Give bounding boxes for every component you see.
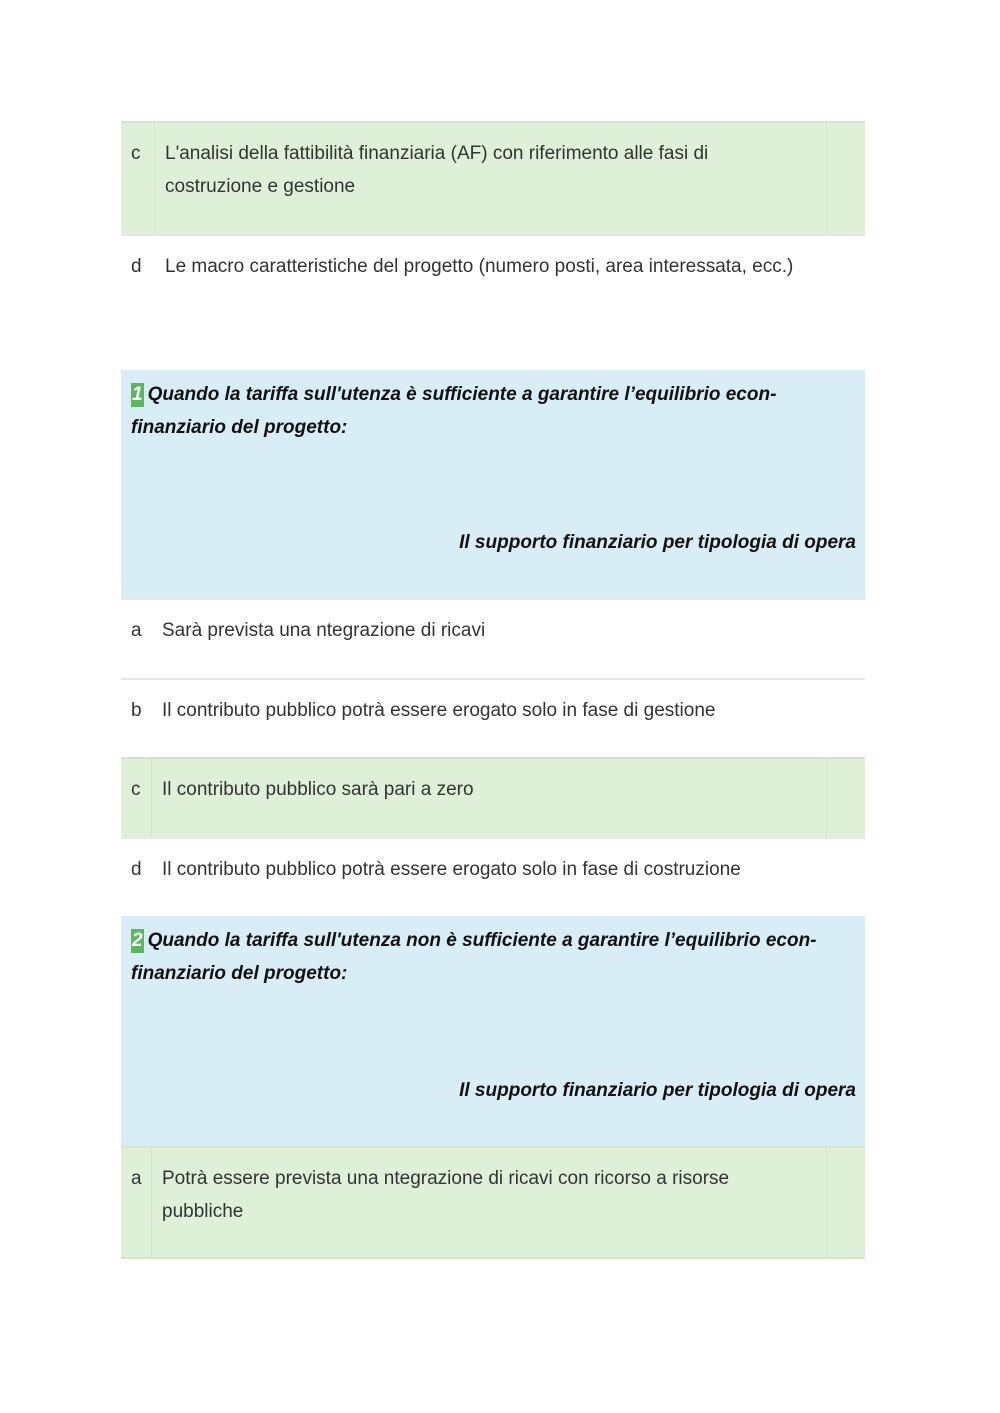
answer-letter: b xyxy=(131,700,142,721)
answer-text: Il contributo pubblico potrà essere erogato solo in fase di costruzione xyxy=(162,859,741,880)
answer-text: Potrà essere prevista una ntegrazione di ricavi con ricorso a risorse pubbliche xyxy=(162,1168,730,1222)
question-label: Quando la tariffa sull'utenza non è sufficiente a garantire l’equilibrio econ-finanziario del progetto: xyxy=(131,930,817,984)
answer-letter: a xyxy=(131,620,142,641)
answer-row xyxy=(121,598,865,678)
question-number-badge: 1 xyxy=(132,384,143,405)
answer-text: Il contributo pubblico potrà essere erogato solo in fase di gestione xyxy=(162,700,716,721)
answer-row xyxy=(121,678,865,757)
answer-letter: d xyxy=(131,256,142,277)
answer-row-correct xyxy=(121,121,865,234)
question-text xyxy=(131,378,831,444)
answer-letter: c xyxy=(131,143,141,164)
question-text xyxy=(131,924,831,990)
answer-letter: d xyxy=(131,859,142,880)
question-topic: Il supporto finanziario per tipologia di opera xyxy=(459,532,856,553)
answer-text: Il contributo pubblico sarà pari a zero xyxy=(162,779,474,800)
answer-text: L'analisi della fattibilità finanziaria (AF) con riferimento alle fasi di costruzione e gestione xyxy=(165,143,709,197)
answer-letter: a xyxy=(131,1168,142,1189)
question-number-badge: 2 xyxy=(132,930,143,951)
answer-row-correct xyxy=(121,757,865,837)
answer-row-correct xyxy=(121,1146,865,1259)
question-block-1 xyxy=(121,370,865,598)
answer-row xyxy=(121,234,865,370)
question-block-2 xyxy=(121,916,865,1146)
answer-text: Le macro caratteristiche del progetto (numero posti, area interessata, ecc.) xyxy=(165,256,794,277)
answer-text: Sarà prevista una ntegrazione di ricavi xyxy=(162,620,486,641)
answer-letter: c xyxy=(131,779,141,800)
question-topic: Il supporto finanziario per tipologia di opera xyxy=(459,1080,856,1101)
question-label: Quando la tariffa sull'utenza è sufficiente a garantire l’equilibrio econ-finanziario del progetto: xyxy=(131,384,777,438)
answer-row xyxy=(121,837,865,916)
